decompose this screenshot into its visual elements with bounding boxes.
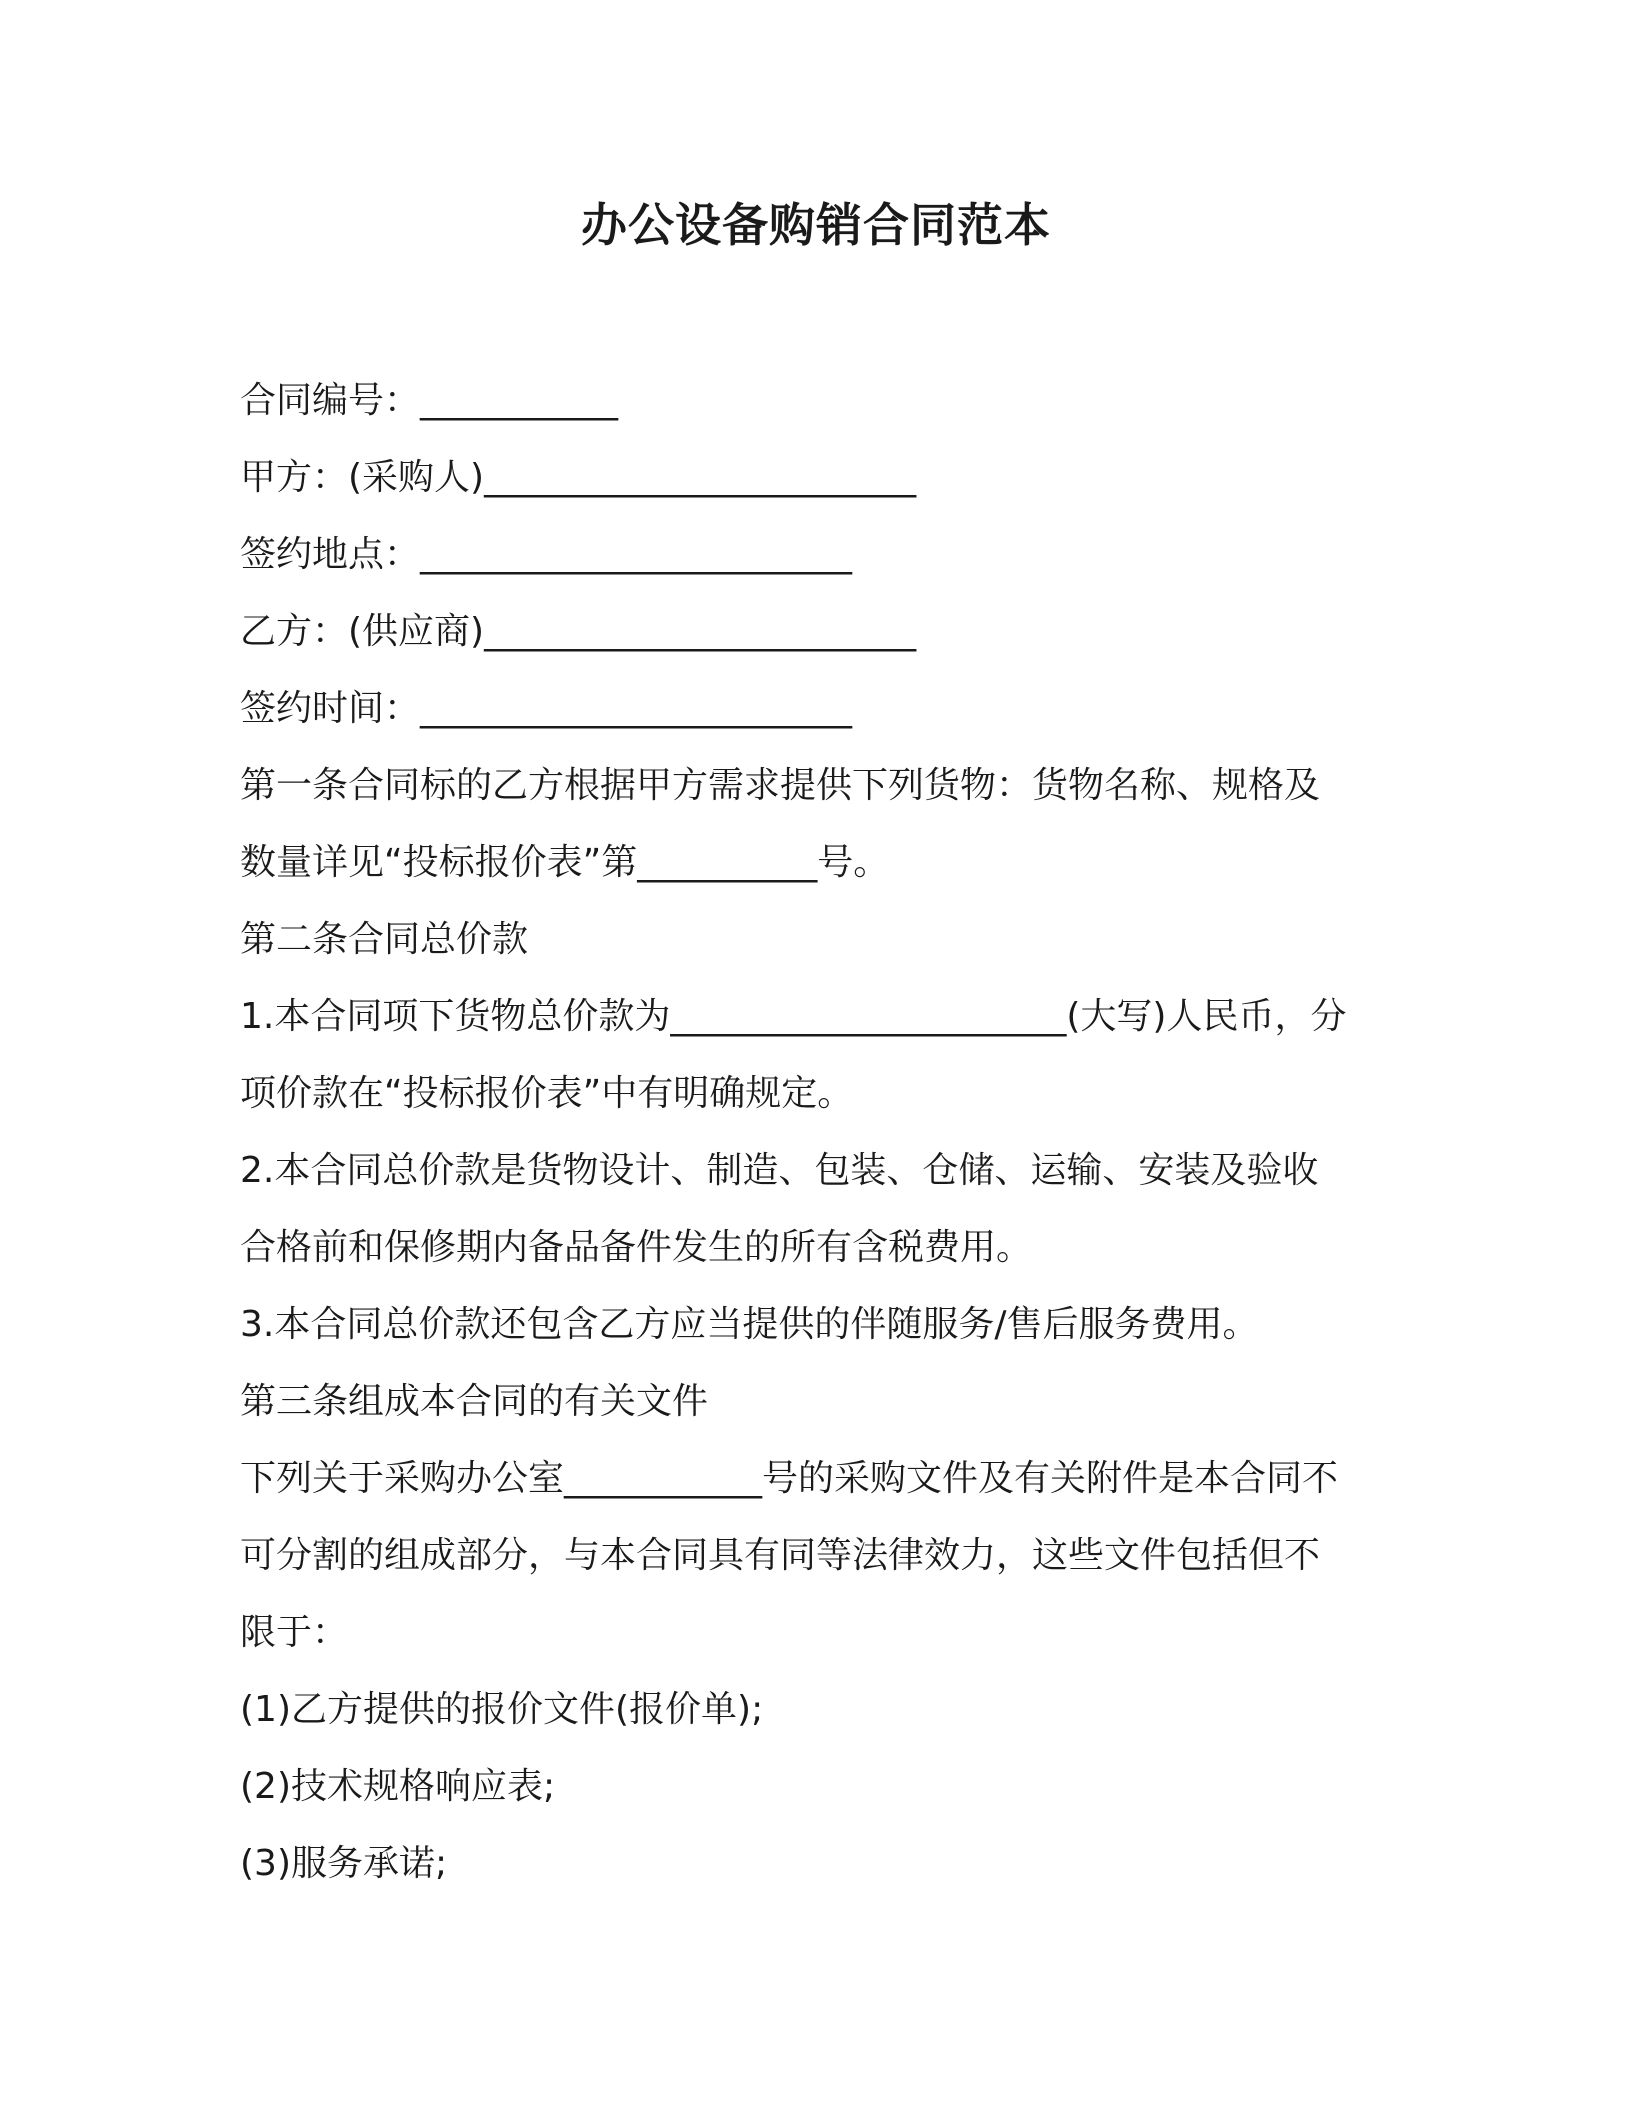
article-2-item-1-line-2: 项价款在“投标报价表”中有明确规定。 <box>240 1073 854 1114</box>
article-3-heading: 第三条组成本合同的有关文件 <box>240 1381 709 1422</box>
article-2-item-2-line-2: 合格前和保修期内备品备件发生的所有含税费用。 <box>240 1227 1033 1268</box>
article-3-paragraph-line-3: 限于： <box>240 1612 349 1653</box>
article-1-line-2: 数量详见“投标报价表”第__________号。 <box>240 842 890 883</box>
article-2-item-2-line-1: 2.本合同总价款是货物设计、制造、包装、仓储、运输、安装及验收 <box>240 1150 1319 1191</box>
article-2-item-1-line-1: 1.本合同项下货物总价款为______________________(大写)人民币，分 <box>240 996 1347 1037</box>
article-3-paragraph-line-1: 下列关于采购办公室___________号的采购文件及有关附件是本合同不 <box>240 1458 1339 1499</box>
document-title: 办公设备购销合同范本 <box>581 198 1051 252</box>
article-3-list-item-3: (3)服务承诺; <box>240 1843 448 1884</box>
document-body <box>240 362 1410 1902</box>
contract-number-line: 合同编号：___________ <box>240 380 619 421</box>
article-3-list-item-2: (2)技术规格响应表; <box>240 1766 556 1807</box>
party-b-line: 乙方：(供应商)________________________ <box>240 611 917 652</box>
signing-time-line: 签约时间：________________________ <box>240 688 853 729</box>
article-3-list-item-1: (1)乙方提供的报价文件(报价单); <box>240 1689 764 1730</box>
article-2-heading: 第二条合同总价款 <box>240 919 529 960</box>
article-3-paragraph-line-2: 可分割的组成部分，与本合同具有同等法律效力，这些文件包括但不 <box>240 1535 1321 1576</box>
article-1-line-1: 第一条合同标的乙方根据甲方需求提供下列货物：货物名称、规格及 <box>240 765 1321 806</box>
party-a-line: 甲方：(采购人)________________________ <box>240 457 917 498</box>
article-2-item-3: 3.本合同总价款还包含乙方应当提供的伴随服务/售后服务费用。 <box>240 1304 1259 1345</box>
signing-place-line: 签约地点：________________________ <box>240 534 853 575</box>
